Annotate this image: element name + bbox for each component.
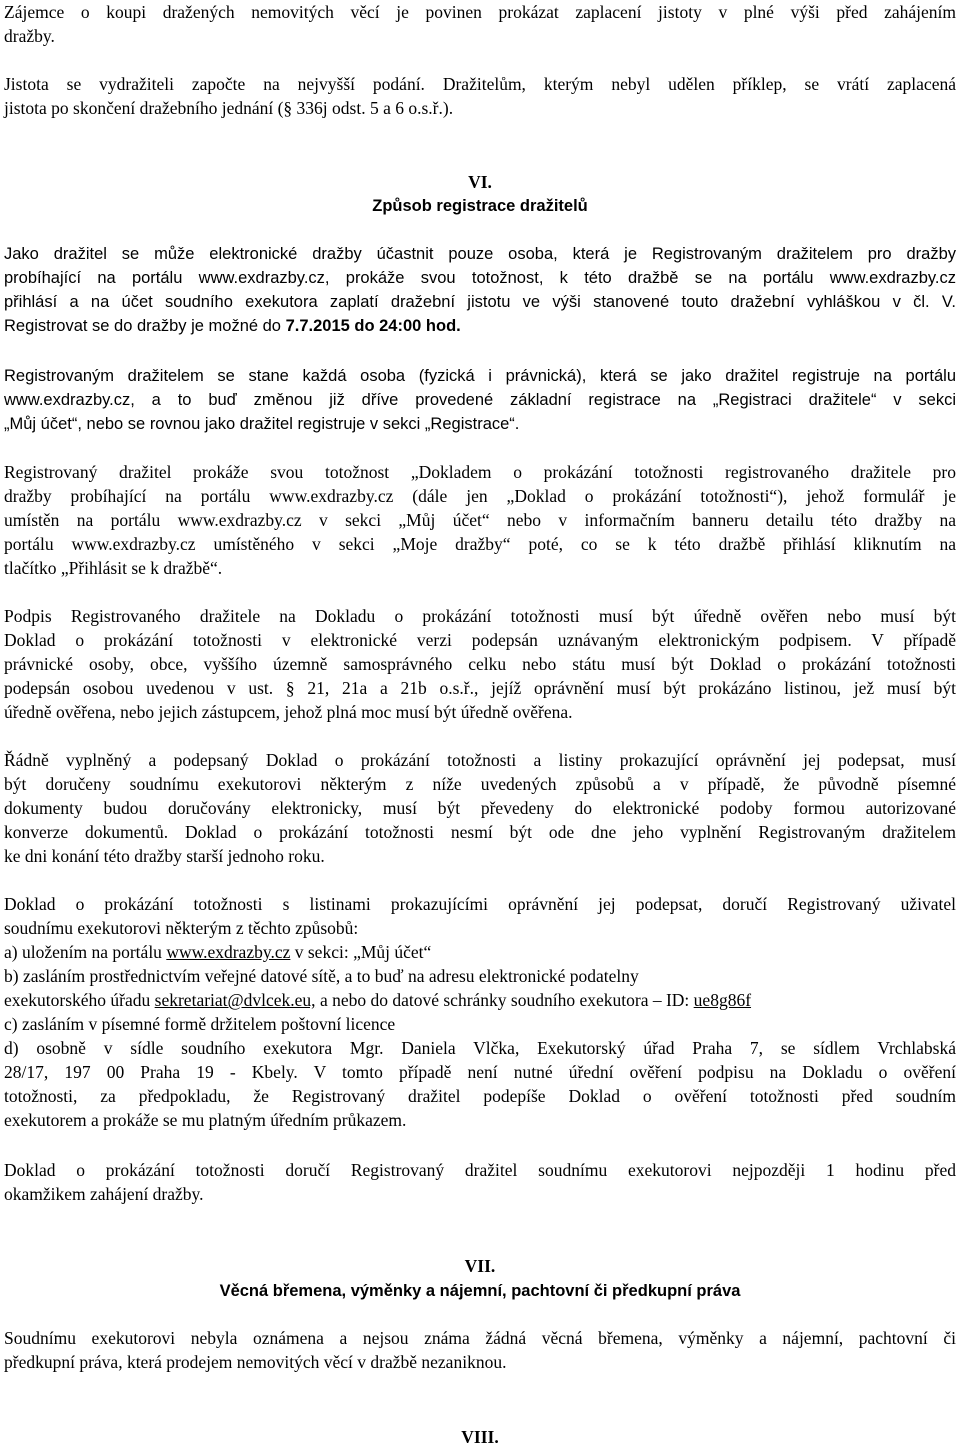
text-line [4, 314, 956, 338]
portal-link[interactable]: www.exdrazby.cz [166, 942, 291, 962]
text-line: ke dni konání této dražby starší jednoho roku. [4, 846, 325, 866]
text-span: Registrovat se do dražby je možné do [4, 317, 286, 335]
text-line: být doručeny soudnímu exekutorovi některým z níže uvedených způsobů a v případě, že původně písemné [4, 774, 956, 794]
text-line: Registrovaným dražitelem se stane každá osoba (fyzická i právnická), která se jako dražitel registruje na portálu [4, 367, 956, 385]
s6-paragraph-7 [4, 1158, 956, 1206]
intro-paragraph-2 [4, 72, 956, 120]
text-line: dražby. [4, 26, 55, 46]
text-line: exekutorem a prokáže se mu platným úředním průkazem. [4, 1110, 407, 1130]
option-a [4, 940, 956, 964]
text-line: totožnosti, za předpokladu, že Registrovaný dražitel podepíše Doklad o ověření totožnosti před soudním [4, 1086, 956, 1106]
text-line [4, 508, 956, 532]
registration-deadline: 7.7.2015 do 24:00 hod. [285, 317, 461, 335]
option-b: b) zasláním prostřednictvím veřejné datové sítě, a to buď na adresu elektronické podatelny [4, 966, 639, 986]
text-span: probíhající na portálu [4, 269, 199, 287]
text-span: exekutorského úřadu [4, 990, 155, 1010]
text-span: dražby probíhající na portálu [4, 486, 270, 506]
section-number: VI. [468, 172, 492, 192]
section-title: Věcná břemena, výměnky a nájemní, pachtovní či předkupní práva [219, 1282, 741, 1300]
text-line: Jistota se vydražiteli započte na nejvyšší podání. Dražitelům, kterým nebyl udělen příklep, se vrátí zaplacená [4, 74, 956, 94]
text-line: úředně ověřena, nebo jejich zástupcem, jehož plná moc musí být úředně ověřena. [4, 702, 573, 722]
text-line: Podpis Registrovaného dražitele na Dokladu o prokázání totožnosti musí být úředně ověřen nebo musí být [4, 606, 956, 626]
text-line: Doklad o prokázání totožnosti doručí Registrovaný dražitel soudnímu exekutorovi nejpozději 1 hodinu před [4, 1160, 956, 1180]
text-line: „Můj účet“, nebo se rovnou jako dražitel registruje v sekci „Registrace“. [4, 415, 520, 433]
text-line: Řádně vyplněný a podepsaný Doklad o prokázání totožnosti a listiny prokazující oprávnění jej podepsat, musí [4, 750, 956, 770]
option-c: c) zasláním v písemné formě držitelem poštovní licence [4, 1014, 396, 1034]
s6-paragraph-1 [4, 242, 956, 338]
text-span: a) uložením na portálu [4, 942, 167, 962]
text-line: tlačítko „Přihlásit se k dražbě“. [4, 558, 223, 578]
text-line: Registrovaný dražitel prokáže svou totožnost „Dokladem o prokázání totožnosti registrovaného dražitele pro [4, 462, 956, 482]
email-link[interactable]: sekretariat@dvlcek.eu, [154, 990, 316, 1010]
text-line: jistota po skončení dražebního jednání (§ 336j odst. 5 a 6 o.s.ř.). [4, 98, 454, 118]
text-line [4, 988, 956, 1012]
text-line: konverze dokumentů. Doklad o prokázání totožnosti nesmí být ode dne jeho vyplnění Registrovaným dražitelem [4, 822, 956, 842]
s7-paragraph [4, 1326, 956, 1374]
intro-paragraph-1 [4, 0, 956, 48]
text-line: předkupní práva, která prodejem nemovitých věcí v dražbě nezaniknou. [4, 1352, 507, 1372]
s6-paragraph-2 [4, 364, 956, 436]
text-span: umístěného v sekci „Moje dražby“ poté, co se k této dražbě přihlásí kliknutím na [195, 534, 956, 554]
section-number: VII. [464, 1256, 496, 1276]
text-line: dokumenty budou doručovány elektronicky, musí být převedeny do elektronické podoby formou autorizované [4, 798, 956, 818]
text-span: a nebo do datové schránky soudního exekutora – ID: [315, 990, 694, 1010]
text-span: , prokáže svou totožnost, k této dražbě se na portálu [324, 269, 830, 287]
text-span: , a to buď změnou již dříve provedené základní registrace na „Registraci dražitele“ v sekci [130, 391, 956, 409]
option-d: d) osobně v sídle soudního exekutora Mgr. Daniela Vlčka, Exekutorský úřad Praha 7, se sídlem Vrchlabská [4, 1038, 956, 1058]
text-line: Doklad o prokázání totožnosti v elektronické verzi podepsán uznávaným elektronickým podpisem. V případě [4, 630, 956, 650]
portal-link[interactable]: www.exdrazby.cz [4, 391, 131, 409]
text-line [4, 388, 956, 412]
data-box-id[interactable]: ue8g86f [693, 990, 752, 1010]
text-span: umístěn na portálu [4, 510, 178, 530]
text-line [4, 266, 956, 290]
text-span: v sekci: „Můj účet“ [290, 942, 432, 962]
text-line: podepsán osobou uvedenou v ust. § 21, 21a a 21b o.s.ř., jejíž oprávnění musí být prokázáno listinou, jež musí být [4, 678, 956, 698]
text-span: portálu [4, 534, 72, 554]
s6-paragraph-6 [4, 892, 956, 1132]
portal-link[interactable]: www.exdrazby.cz [71, 534, 196, 554]
s6-paragraph-5 [4, 748, 956, 868]
portal-link[interactable]: www.exdrazby.cz [269, 486, 394, 506]
s6-paragraph-3 [4, 460, 956, 580]
section-title: Způsob registrace dražitelů [372, 197, 588, 215]
text-line [4, 484, 956, 508]
text-line: přihlásí a na účet soudního exekutora zaplatí dražební jistotu ve výši stanovené touto dražební vyhláškou v čl. V. [4, 293, 956, 311]
text-line: Doklad o prokázání totožnosti s listinami prokazujícími oprávnění jej podepsat, doručí Registrovaný uživatel [4, 894, 956, 914]
section-number: VIII. [461, 1427, 499, 1447]
text-span: (dále jen „Doklad o prokázání totožnosti“), jehož formulář je [393, 486, 956, 506]
text-line: Jako dražitel se může elektronické dražby účastnit pouze osoba, která je Registrovaným dražitelem pro dražby [4, 245, 956, 263]
text-line: právnické osoby, obce, vyššího územně samosprávného celku nebo státu musí být Doklad o prokázání totožnosti [4, 654, 956, 674]
portal-link[interactable]: www.exdrazby.cz [177, 510, 302, 530]
text-line: Zájemce o koupi dražených nemovitých věcí je povinen prokázat zaplacení jistoty v plné výši před zahájením [4, 2, 956, 22]
text-line: okamžikem zahájení dražby. [4, 1184, 204, 1204]
text-line: Soudnímu exekutorovi nebyla oznámena a nejsou známa žádná věcná břemena, výměnky a nájemní, pachtovní či [4, 1328, 956, 1348]
text-span: v sekci „Můj účet“ nebo v informačním banneru detailu této dražby na [301, 510, 956, 530]
text-line: soudnímu exekutorovi některým z těchto způsobů: [4, 918, 359, 938]
text-line: 28/17, 197 00 Praha 19 - Kbely. V tomto případě není nutné úřední ověření podpisu na Dokladu o ověření [4, 1062, 956, 1082]
text-line [4, 532, 956, 556]
portal-link[interactable]: www.exdrazby.cz [198, 269, 325, 287]
portal-link[interactable]: www.exdrazby.cz [829, 269, 956, 287]
s6-paragraph-4 [4, 604, 956, 724]
